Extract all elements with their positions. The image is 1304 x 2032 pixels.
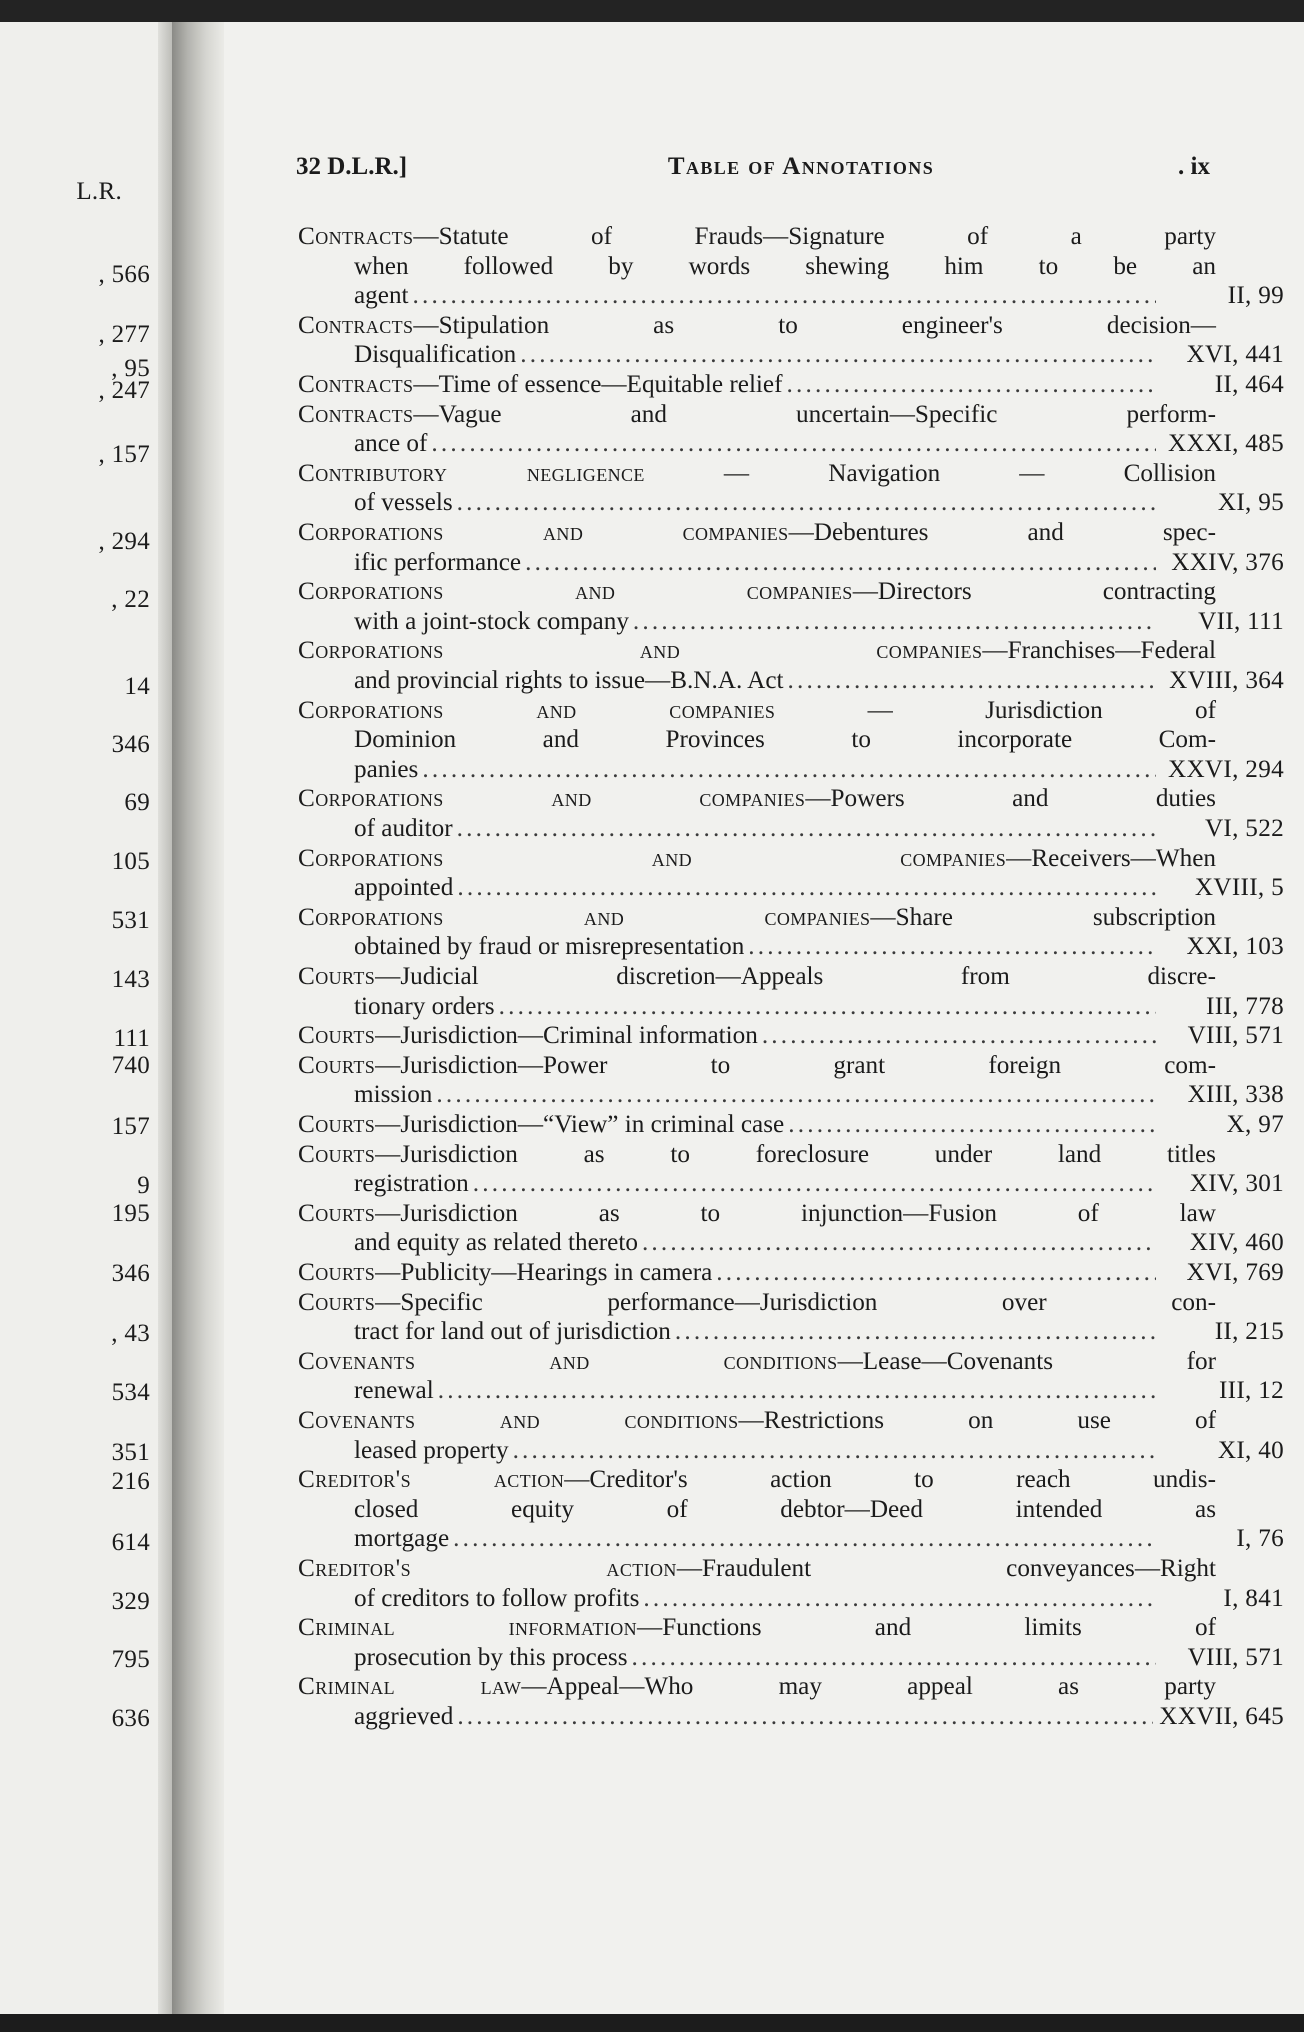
volume-page-reference: XXIV, 376	[1171, 548, 1284, 576]
dot-leader	[788, 1110, 1156, 1140]
dot-leader	[788, 666, 1156, 696]
index-entry	[298, 636, 1284, 695]
left-page-number: 329	[111, 1588, 150, 1615]
index-entry	[298, 696, 1284, 785]
left-page-number: , 95	[111, 355, 150, 382]
index-entry	[298, 311, 1284, 370]
entry-text-line: tionary orders	[354, 992, 495, 1020]
volume-page-reference: XVI, 441	[1186, 341, 1284, 369]
left-page-number: 614	[111, 1529, 150, 1556]
left-page-number: , 22	[111, 586, 150, 613]
volume-page-reference: XI, 40	[1217, 1436, 1284, 1464]
entry-heading: Corporations and companies	[298, 903, 871, 931]
left-page-number: 346	[111, 731, 150, 758]
dot-leader	[473, 1169, 1156, 1199]
entry-heading: Corporations and companies	[298, 637, 983, 665]
entry-text-line: —Debentures and spec-	[788, 519, 1216, 546]
left-gutter-shadow	[158, 22, 172, 2014]
left-page-number: 111	[113, 1025, 150, 1052]
index-entry	[298, 1554, 1284, 1613]
right-page	[224, 22, 1304, 2014]
volume-page-reference: III, 12	[1218, 1377, 1284, 1405]
dot-leader	[457, 814, 1156, 844]
index-entry	[298, 1465, 1284, 1554]
volume-page-reference: XXVI, 294	[1167, 755, 1284, 783]
entry-heading: Criminal law	[298, 1673, 522, 1701]
index-entry	[298, 844, 1284, 903]
entry-heading: Courts	[298, 1259, 376, 1286]
entry-heading: Covenants and conditions	[298, 1407, 739, 1434]
entry-text-line: — Navigation — Collision	[644, 459, 1217, 487]
entry-text-line: —Vague and uncertain—Specific perform-	[413, 400, 1216, 428]
entry-text-line: —Functions and limits of	[637, 1614, 1217, 1642]
entry-text-line: —Lease—Covenants for	[837, 1347, 1216, 1375]
left-page-number: 157	[111, 1113, 150, 1140]
dot-leader	[787, 370, 1156, 400]
left-page-number: 105	[111, 848, 150, 875]
dot-leader	[762, 1021, 1156, 1051]
volume-page-reference: I, 76	[1236, 1525, 1284, 1553]
volume-page-reference: III, 778	[1206, 992, 1284, 1020]
book-spine-shadow	[172, 22, 224, 2014]
entry-text-line: —Jurisdiction—Power to grant foreign com-	[375, 1051, 1216, 1079]
dot-leader	[457, 873, 1156, 903]
entry-heading: Criminal information	[298, 1614, 638, 1642]
entry-text-line: and equity as related thereto	[354, 1229, 638, 1257]
entry-text-line: and provincial rights to issue—B.N.A. Act	[354, 666, 784, 694]
volume-page-reference: XI, 95	[1217, 489, 1284, 517]
entry-heading: Contracts	[298, 223, 414, 250]
entry-text-line: tract for land out of jurisdiction	[354, 1318, 671, 1346]
entry-text-line: ance of	[354, 430, 428, 458]
left-page-number: 636	[111, 1705, 150, 1732]
dot-leader	[438, 1376, 1156, 1406]
left-page-number: 9	[137, 1172, 150, 1199]
entry-text-line: ific performance	[354, 548, 522, 576]
volume-page-reference: II, 99	[1227, 282, 1284, 310]
entry-heading: Contracts	[298, 311, 414, 339]
entry-heading: Corporations and companies	[298, 519, 789, 546]
entry-text-line: mission	[354, 1081, 433, 1109]
left-page-number: 216	[111, 1468, 150, 1495]
left-page-number: 195	[111, 1200, 150, 1227]
left-page-number: 14	[124, 673, 150, 700]
volume-page-reference: XIV, 460	[1189, 1229, 1284, 1257]
entry-heading: Courts	[298, 1051, 376, 1079]
volume-page-reference: X, 97	[1226, 1111, 1284, 1138]
index-entry	[298, 1406, 1284, 1465]
entry-text-line: leased property	[354, 1436, 509, 1464]
volume-page-reference: XIV, 301	[1189, 1170, 1284, 1198]
entry-heading: Creditor's action	[298, 1555, 677, 1582]
left-page-number: 534	[111, 1379, 150, 1406]
volume-page-reference: XVIII, 5	[1194, 874, 1284, 902]
entry-text-line: when followed by words shewing him to be an	[354, 252, 1216, 280]
volume-page-reference: VII, 111	[1198, 607, 1284, 635]
index-entry	[298, 962, 1284, 1021]
entry-text-line: —Time of essence—Equitable relief	[413, 371, 783, 398]
entry-text-line: of auditor	[354, 814, 453, 842]
entry-heading: Corporations and companies	[298, 844, 1007, 872]
entry-heading: Covenants and conditions	[298, 1347, 838, 1375]
entry-heading: Creditor's action	[298, 1466, 565, 1494]
left-page-number: 69	[124, 789, 150, 816]
entry-text-line: mortgage	[354, 1525, 450, 1553]
entry-text-line: obtained by fraud or misrepresentation	[354, 933, 745, 961]
dot-leader	[633, 607, 1156, 637]
entry-heading: Courts	[298, 1022, 376, 1050]
left-page-number: 531	[111, 907, 150, 934]
left-page-number: 740	[111, 1052, 150, 1079]
index-entry	[298, 1347, 1284, 1406]
dot-leader	[748, 932, 1156, 962]
index-entry	[298, 1110, 1284, 1140]
index-entry	[298, 903, 1284, 962]
entry-text-line: — Jurisdiction of	[775, 696, 1216, 724]
left-page-number: 351	[111, 1439, 150, 1466]
entry-text-line: renewal	[354, 1377, 434, 1405]
entry-text-line: —Franchises—Federal	[982, 637, 1216, 665]
entry-text-line: with a joint-stock company	[354, 607, 629, 635]
entry-heading: Courts	[298, 1140, 376, 1168]
entry-text-line: —Share subscription	[870, 903, 1217, 931]
entry-text-line: panies	[354, 755, 419, 783]
left-page-number: 795	[111, 1646, 150, 1673]
left-page-number: , 43	[111, 1320, 150, 1347]
left-page-fragment	[0, 22, 172, 2014]
entry-text-line: —Judicial discretion—Appeals from discre-	[375, 963, 1216, 990]
entry-text-line: —Directors contracting	[852, 578, 1216, 606]
entry-heading: Courts	[298, 1199, 376, 1227]
entry-text-line: agent	[354, 282, 409, 310]
entry-text-line: —Creditor's action to reach undis-	[564, 1466, 1216, 1494]
left-page-number: , 277	[98, 321, 150, 348]
entry-text-line: —Jurisdiction—Criminal information	[375, 1022, 758, 1050]
entry-text-line: —Publicity—Hearings in camera	[375, 1259, 713, 1286]
entry-text-line: Dominion and Provinces to incorporate Com-	[354, 726, 1216, 754]
left-page-header: L.R.	[76, 178, 122, 205]
index-entry	[298, 1258, 1284, 1288]
entry-heading: Courts	[298, 1111, 376, 1138]
left-page-number: , 157	[98, 441, 150, 468]
dot-leader	[413, 281, 1156, 311]
index-entry	[298, 370, 1284, 400]
index-entry	[298, 577, 1284, 636]
entry-text-line: —Jurisdiction as to injunction—Fusion of law	[375, 1199, 1216, 1227]
dot-leader	[643, 1584, 1156, 1614]
index-entry	[298, 784, 1284, 843]
entry-heading: Contributory negligence	[298, 459, 645, 487]
entry-heading: Corporations and companies	[298, 785, 806, 813]
entry-heading: Corporations and companies	[298, 696, 776, 724]
dot-leader	[453, 1524, 1156, 1554]
left-page-number: , 566	[98, 261, 150, 288]
dot-leader	[716, 1258, 1156, 1288]
index-entry	[298, 1288, 1284, 1347]
entry-text-line: of creditors to follow profits	[354, 1584, 640, 1612]
running-head	[296, 150, 1304, 184]
volume-page-reference: XIII, 338	[1187, 1081, 1284, 1109]
left-page-number: , 247	[98, 377, 150, 404]
entry-heading: Contracts	[298, 371, 414, 398]
entry-text-line: —Powers and duties	[805, 785, 1216, 813]
volume-page-reference: II, 215	[1214, 1318, 1284, 1346]
dot-leader	[513, 1436, 1156, 1466]
index-entry	[298, 459, 1284, 518]
entry-text-line: appointed	[354, 874, 454, 902]
dot-leader	[675, 1317, 1156, 1347]
index-entry	[298, 1672, 1284, 1731]
index-entry	[298, 518, 1284, 577]
entry-text-line: —Statute of Frauds—Signature of a party	[413, 223, 1216, 250]
dot-leader	[520, 340, 1156, 370]
entry-text-line: —Jurisdiction—“View” in criminal case	[375, 1111, 785, 1138]
entry-text-line: —Restrictions on use of	[738, 1407, 1216, 1434]
page-number: . ix	[1178, 153, 1210, 180]
entry-text-line: Disqualification	[354, 341, 517, 369]
entry-text-line: prosecution by this process	[354, 1643, 628, 1671]
page-title: Table of Annotations	[667, 153, 935, 180]
entry-heading: Courts	[298, 963, 376, 990]
scan-bottom-border	[0, 2014, 1304, 2032]
index-entry	[298, 1051, 1284, 1110]
entry-text-line: —Stipulation as to engineer's decision—	[413, 311, 1216, 339]
volume-label: 32 D.L.R.]	[296, 153, 408, 180]
entry-text-line: —Jurisdiction as to foreclosure under land titles	[375, 1140, 1216, 1168]
index-entry	[298, 400, 1284, 459]
entry-text-line: aggrieved	[354, 1702, 454, 1730]
entry-heading: Corporations and companies	[298, 578, 853, 606]
left-page-number: 346	[111, 1260, 150, 1287]
dot-leader	[499, 992, 1156, 1022]
entry-text-line: registration	[354, 1170, 469, 1198]
dot-leader	[632, 1643, 1156, 1673]
index-entry	[298, 1021, 1284, 1051]
left-page-number: 143	[111, 966, 150, 993]
dot-leader	[525, 548, 1156, 578]
volume-page-reference: VIII, 571	[1187, 1022, 1284, 1050]
dot-leader	[457, 488, 1156, 518]
dot-leader	[431, 429, 1156, 459]
dot-leader	[642, 1228, 1156, 1258]
volume-page-reference: XXI, 103	[1186, 933, 1284, 961]
entry-heading: Contracts	[298, 400, 414, 428]
index-entry	[298, 1199, 1284, 1258]
entry-text-line: —Specific performance—Jurisdiction over con-	[375, 1288, 1216, 1316]
index-entry	[298, 1140, 1284, 1199]
dot-leader	[422, 755, 1156, 785]
entry-text-line: —Receivers—When	[1006, 844, 1216, 872]
entry-text-line: —Fraudulent conveyances—Right	[676, 1555, 1216, 1582]
dot-leader	[457, 1702, 1153, 1732]
volume-page-reference: XXVII, 645	[1159, 1702, 1284, 1730]
dot-leader	[436, 1080, 1156, 1110]
volume-page-reference: XVI, 769	[1186, 1259, 1284, 1286]
index-entry	[298, 222, 1284, 311]
entry-heading: Courts	[298, 1288, 376, 1316]
entry-text-line: —Appeal—Who may appeal as party	[521, 1673, 1216, 1701]
volume-page-reference: I, 841	[1223, 1584, 1284, 1612]
entry-text-line: closed equity of debtor—Deed intended as	[354, 1495, 1216, 1523]
volume-page-reference: VI, 522	[1204, 814, 1284, 842]
volume-page-reference: II, 464	[1214, 371, 1284, 398]
index-entry	[298, 1613, 1284, 1672]
volume-page-reference: XVIII, 364	[1169, 666, 1284, 694]
volume-page-reference: VIII, 571	[1187, 1643, 1284, 1671]
volume-page-reference: XXXI, 485	[1167, 430, 1284, 458]
left-page-number: , 294	[98, 528, 150, 555]
entry-text-line: of vessels	[354, 489, 453, 517]
